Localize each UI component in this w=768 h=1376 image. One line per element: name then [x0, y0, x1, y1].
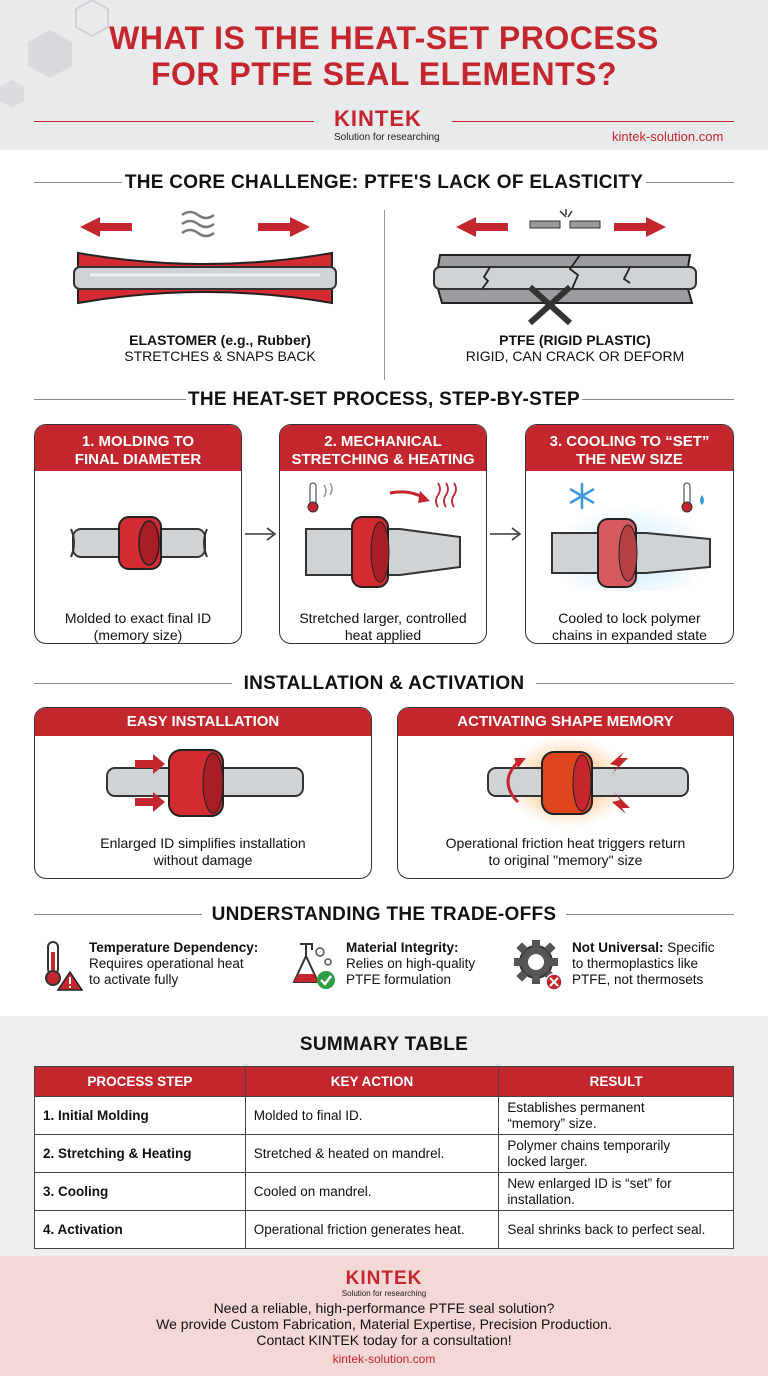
- tradeoff-material: Material Integrity: Relies on high-quality PTFE formulation: [346, 940, 476, 987]
- elastomer-illustration: [70, 205, 370, 325]
- column-header: RESULT: [499, 1067, 734, 1097]
- table-cell: Stretched & heated on mandrel.: [245, 1135, 499, 1173]
- table-cell: Establishes permanent “memory” size.: [499, 1097, 734, 1135]
- table-cell: 2. Stretching & Heating: [35, 1135, 246, 1173]
- easy-installation-card: EASY INSTALLATION Enlarged ID simplifies installation without damage: [34, 707, 372, 879]
- thermometer-icon: [682, 483, 704, 512]
- table-cell: 1. Initial Molding: [35, 1097, 246, 1135]
- column-header: KEY ACTION: [245, 1067, 499, 1097]
- tradeoff-universal: Not Universal: Specific to thermoplastics like PTFE, not thermosets: [572, 940, 715, 987]
- arrow-right-icon: [614, 217, 666, 237]
- brand-logo: KINTEK: [334, 106, 422, 131]
- footer-tagline: Solution for researching: [341, 1289, 427, 1298]
- arrow-left-icon: [456, 217, 508, 237]
- cooling-ring-icon: [526, 471, 734, 591]
- column-header: PROCESS STEP: [35, 1067, 246, 1097]
- brand-tagline: Solution for researching: [334, 132, 440, 143]
- table-row: [35, 1135, 734, 1173]
- table-cell: Polymer chains temporarily locked larger.: [499, 1135, 734, 1173]
- shape-memory-card: ACTIVATING SHAPE MEMORY Operational friction heat triggers return to original "memory" size: [397, 707, 734, 879]
- friction-heat-icon: [398, 736, 734, 830]
- easy-installation-caption: Enlarged ID simplifies installation: [100, 835, 306, 851]
- header-rule-left: [34, 121, 314, 122]
- ptfe-label: PTFE (RIGID PLASTIC): [499, 332, 651, 348]
- table-cell: 3. Cooling: [35, 1173, 246, 1211]
- shape-memory-heading: ACTIVATING SHAPE MEMORY: [398, 708, 733, 736]
- ptfe-desc: RIGID, CAN CRACK OR DEFORM: [465, 348, 685, 364]
- footer-brand-logo: KINTEK: [345, 1268, 423, 1289]
- step-3-heading: 3. COOLING TO “SET” THE NEW SIZE: [526, 425, 733, 471]
- table-cell: Seal shrinks back to perfect seal.: [499, 1211, 734, 1249]
- thermometer-icon: [308, 483, 318, 512]
- thermometer-warning-icon: [40, 940, 84, 992]
- install-title: INSTALLATION & ACTIVATION: [243, 673, 525, 694]
- step-1-heading: 1. MOLDING TO FINAL DIAMETER: [35, 425, 241, 471]
- summary-title: SUMMARY TABLE: [299, 1034, 469, 1055]
- table-cell: Operational friction generates heat.: [245, 1211, 499, 1249]
- table-cell: Cooled on mandrel.: [245, 1173, 499, 1211]
- table-row: [35, 1211, 734, 1249]
- arrow-right-icon: [243, 524, 279, 544]
- wave-icon: [182, 212, 214, 236]
- step-3-caption: Cooled to lock polymer: [558, 610, 701, 626]
- gear-x-icon: [512, 938, 566, 992]
- table-cell: 4. Activation: [35, 1211, 246, 1249]
- step-card-2: 2. MECHANICAL STRETCHING & HEATING Stretched larger, controlled heat applied: [279, 424, 487, 644]
- challenge-divider: [384, 210, 385, 380]
- tradeoff-temperature: Temperature Dependency: Requires operational heat to activate fully: [89, 940, 259, 987]
- header-rule-right: [452, 121, 734, 122]
- step-card-1: 1. MOLDING TO FINAL DIAMETER Molded to exact final ID (memory size): [34, 424, 242, 644]
- easy-installation-heading: EASY INSTALLATION: [35, 708, 371, 736]
- shape-memory-caption: Operational friction heat triggers return: [445, 835, 686, 851]
- table-header-row: [35, 1067, 734, 1097]
- step-2-caption: Stretched larger, controlled: [299, 610, 467, 626]
- step-2-heading: 2. MECHANICAL STRETCHING & HEATING: [280, 425, 486, 471]
- table-row: [35, 1173, 734, 1211]
- step-card-3: 3. COOLING TO “SET” THE NEW SIZE Cooled to lock polymer chains in expanded state: [525, 424, 734, 644]
- snowflake-icon: [570, 483, 594, 509]
- summary-table: [34, 1066, 734, 1249]
- page-title: WHAT IS THE HEAT-SET PROCESS FOR PTFE SEAL ELEMENTS?: [109, 20, 659, 92]
- elastomer-desc: STRETCHES & SNAPS BACK: [124, 348, 316, 364]
- footer-url[interactable]: kintek-solution.com: [332, 1352, 436, 1366]
- header-url[interactable]: kintek-solution.com: [612, 129, 724, 144]
- mandrel-stretch-icon: [280, 471, 487, 591]
- footer-message: Need a reliable, high-performance PTFE seal solution? We provide Custom Fabrication, Material Expertise, Precision Production. Contact KINTEK today for a consultation!: [156, 1300, 612, 1348]
- elastomer-label: ELASTOMER (e.g., Rubber): [129, 332, 311, 348]
- challenge-title: THE CORE CHALLENGE: PTFE'S LACK OF ELASTICITY: [124, 172, 644, 193]
- arrow-right-icon: [258, 217, 310, 237]
- table-cell: Molded to final ID.: [245, 1097, 499, 1135]
- tradeoffs-title: UNDERSTANDING THE TRADE-OFFS: [211, 904, 557, 925]
- table-row: [35, 1097, 734, 1135]
- flask-check-icon: [288, 940, 338, 990]
- arrow-left-icon: [80, 217, 132, 237]
- process-title: THE HEAT-SET PROCESS, STEP-BY-STEP: [187, 389, 581, 410]
- arrow-right-icon: [488, 524, 524, 544]
- installation-icon: [35, 736, 372, 830]
- ptfe-illustration: [430, 205, 730, 325]
- table-cell: New enlarged ID is “set” for installation.: [499, 1173, 734, 1211]
- molded-ring-icon: [35, 471, 242, 591]
- step-1-caption: Molded to exact final ID: [64, 610, 212, 626]
